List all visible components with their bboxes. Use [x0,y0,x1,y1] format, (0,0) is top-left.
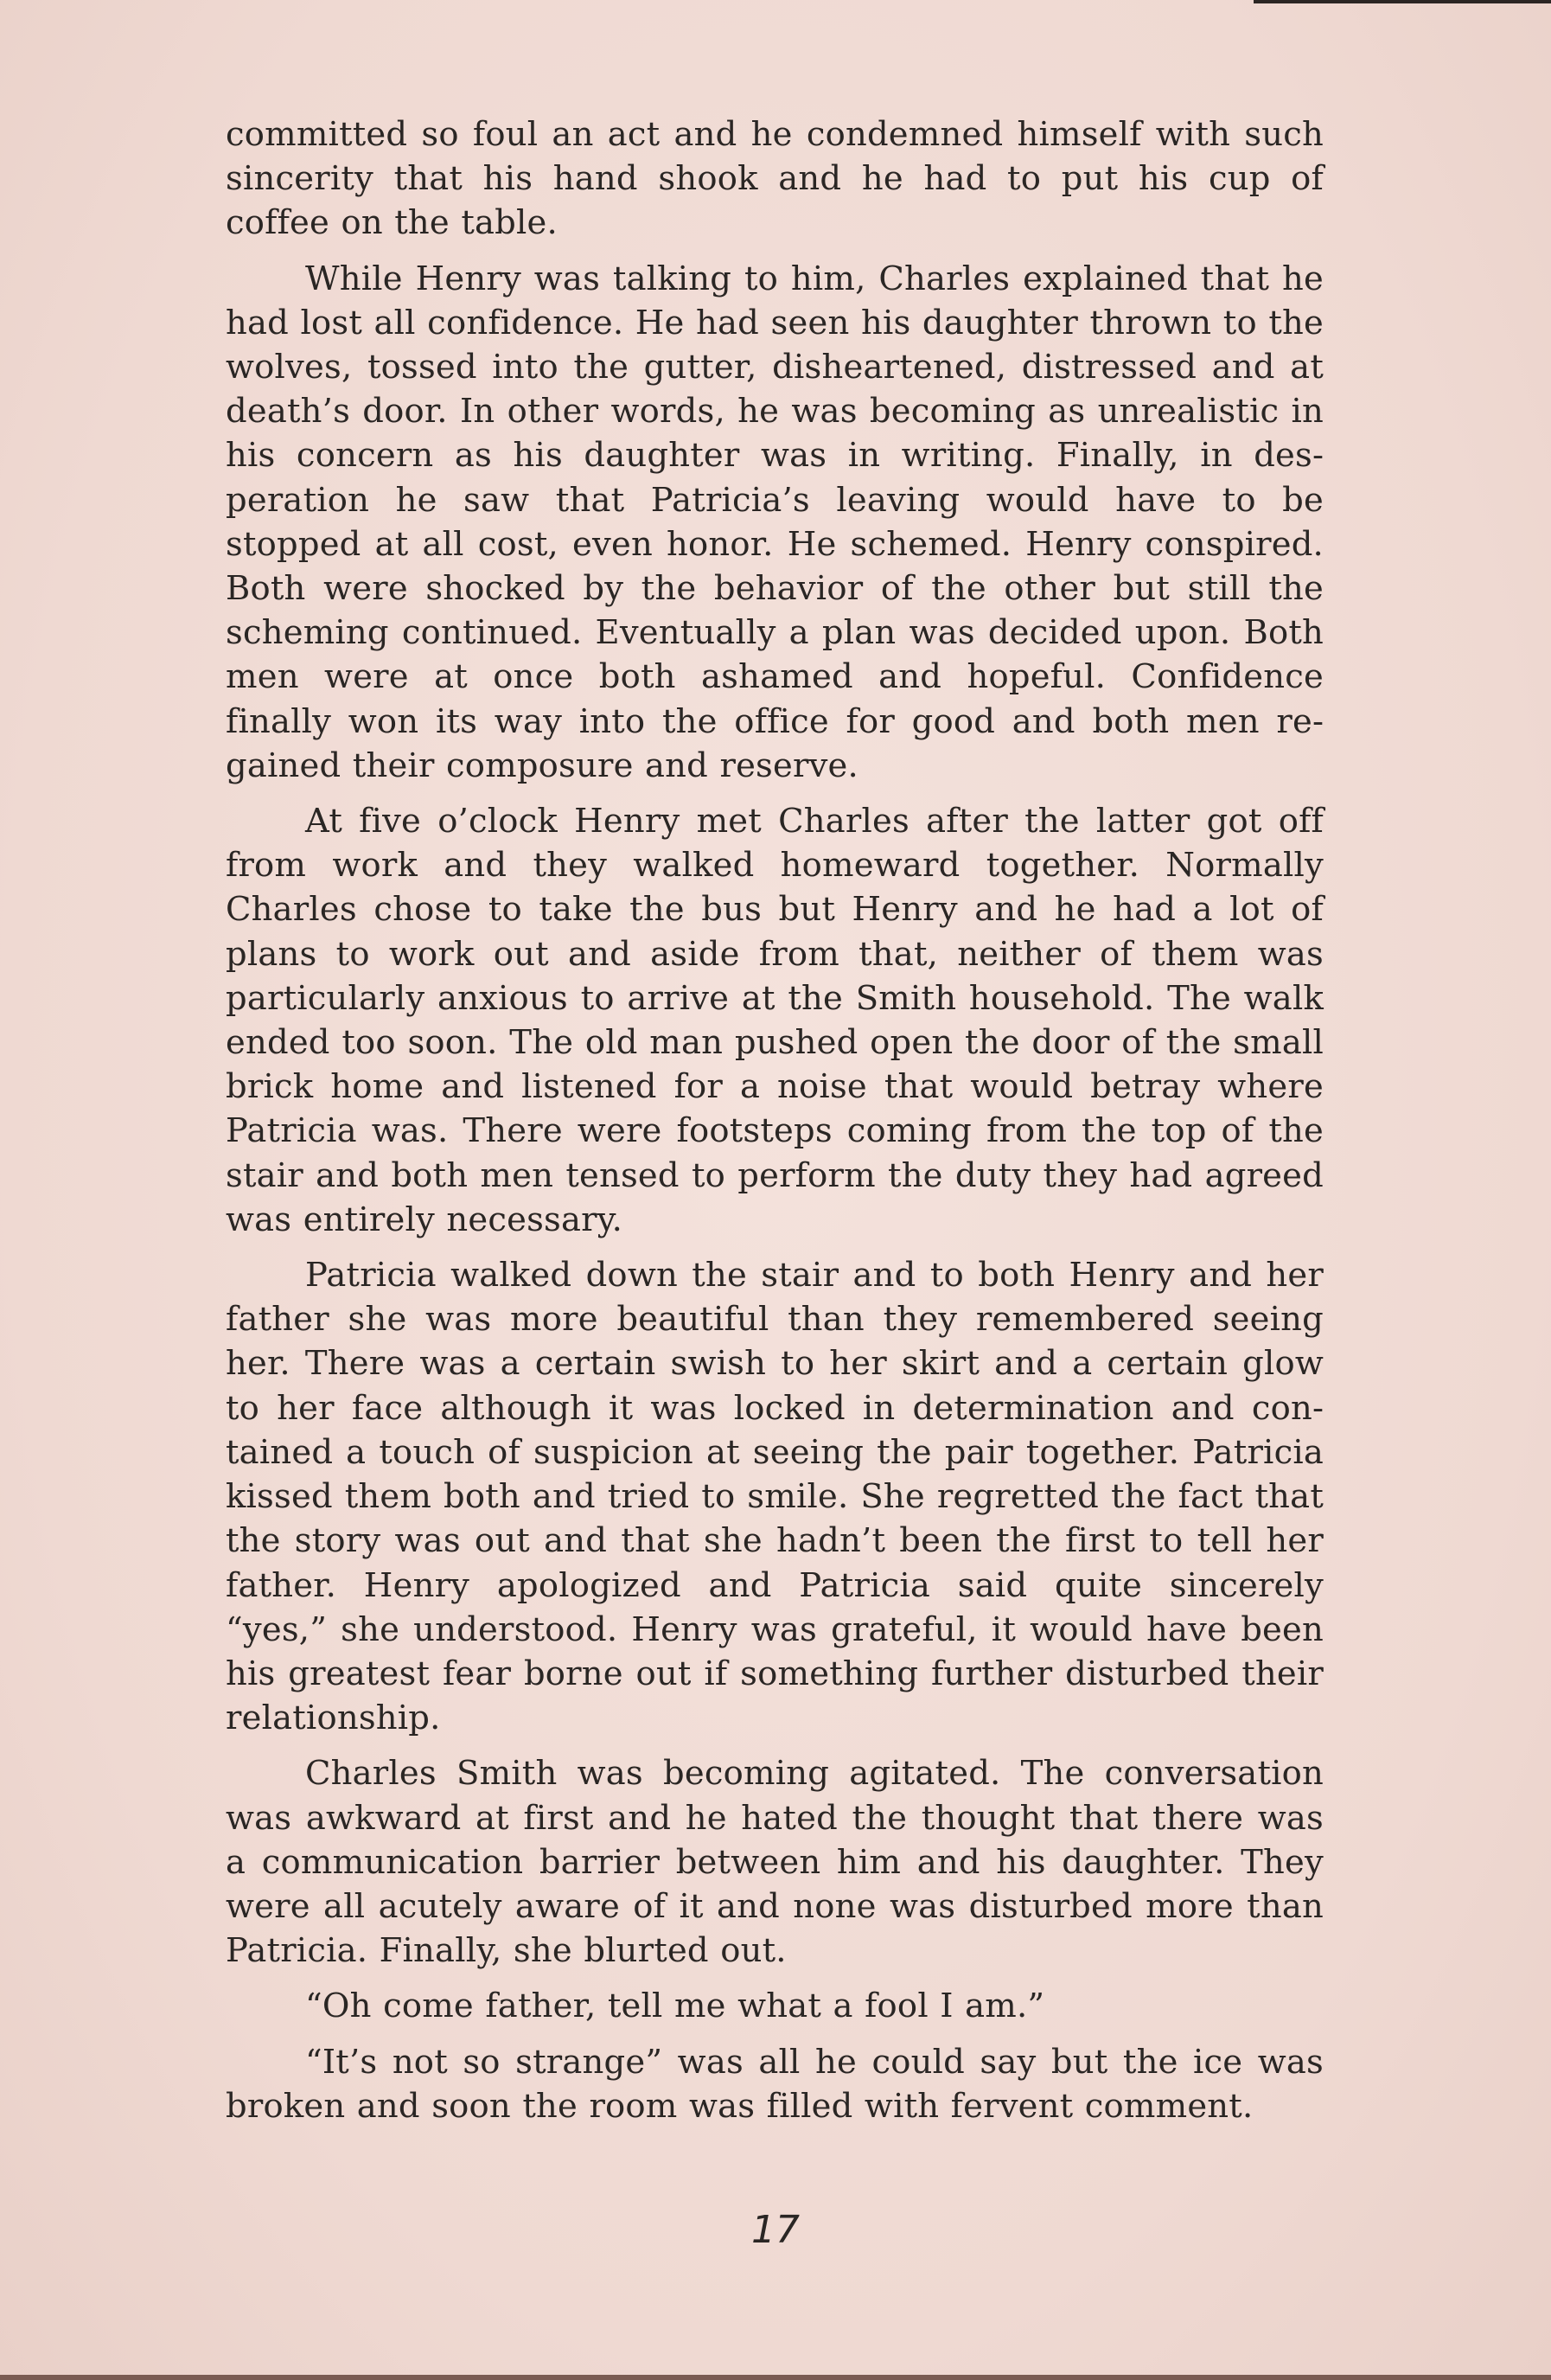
page-bottom-edge [0,2375,1551,2380]
page-number: 17 [751,2208,800,2252]
paragraph-1: committed so foul an act and he condemned himself with such sincerity that his hand shook and he had to put his cup of coffee on the table. [226,115,1324,243]
paragraph-6: “Oh come father, tell me what a fool I am.” [305,1987,1045,2026]
paragraph-2: While Henry was talking to him, Charles explained that he had lost all confidence. He had seen his daughter thrown to the wolves, tossed into the gutter, disheartened, distressed and at death’s door. In other words, he was becoming as unrealistic in his concern as his daughter was in writing. Finally, in desperation he saw that Patricia’s leaving would have to be stopped at all cost, even honor. He schemed. Henry conspired. Both were shocked by the behavior of the other but still the scheming continued. Eventually a plan was decided upon. Both men were at once both ashamed and hopeful. Confidence finally won its way into the office for good and both men regained their composure and reserve. [226,259,1324,785]
body-text [226,112,1324,2140]
paragraph-7: “It’s not so strange” was all he could say but the ice was broken and soon the room was filled with fervent comment. [226,2042,1324,2126]
paragraph-3: At five o’clock Henry met Charles after the latter got off from work and they walked homeward together. Normally Charles chose to take the bus but Henry and he had a lot of plans to work out and aside from that, neither of them was particularly anxious to arrive at the Smith household. The walk ended too soon. The old man pushed open the door of the small brick home and listened for a noise that would betray where Patricia was. There were footsteps coming from the top of the stair and both men tensed to perform the duty they had agreed was entirely necessary. [226,802,1324,1239]
paragraph-5: Charles Smith was becoming agitated. The conversation was awkward at first and he hated the thought that there was a communication barrier between him and his daughter. They were all acutely aware of it and none was disturbed more than Patricia. Finally, she blurted out. [226,1754,1324,1971]
paragraph-4: Patricia walked down the stair and to both Henry and her father she was more beautiful than they remembered seeing her. There was a certain swish to her skirt and a certain glow to her face although it was locked in determination and contained a touch of suspicion at seeing the pair together. Patricia kissed them both and tried to smile. She regretted the fact that the story was out and that she hadn’t been the first to tell her father. Henry apologized and Patricia said quite sincerely “yes,” she understood. Henry was grateful, it would have been his greatest fear borne out if something further disturbed their relationship. [226,1256,1324,1738]
page-top-edge [1254,0,1551,3]
